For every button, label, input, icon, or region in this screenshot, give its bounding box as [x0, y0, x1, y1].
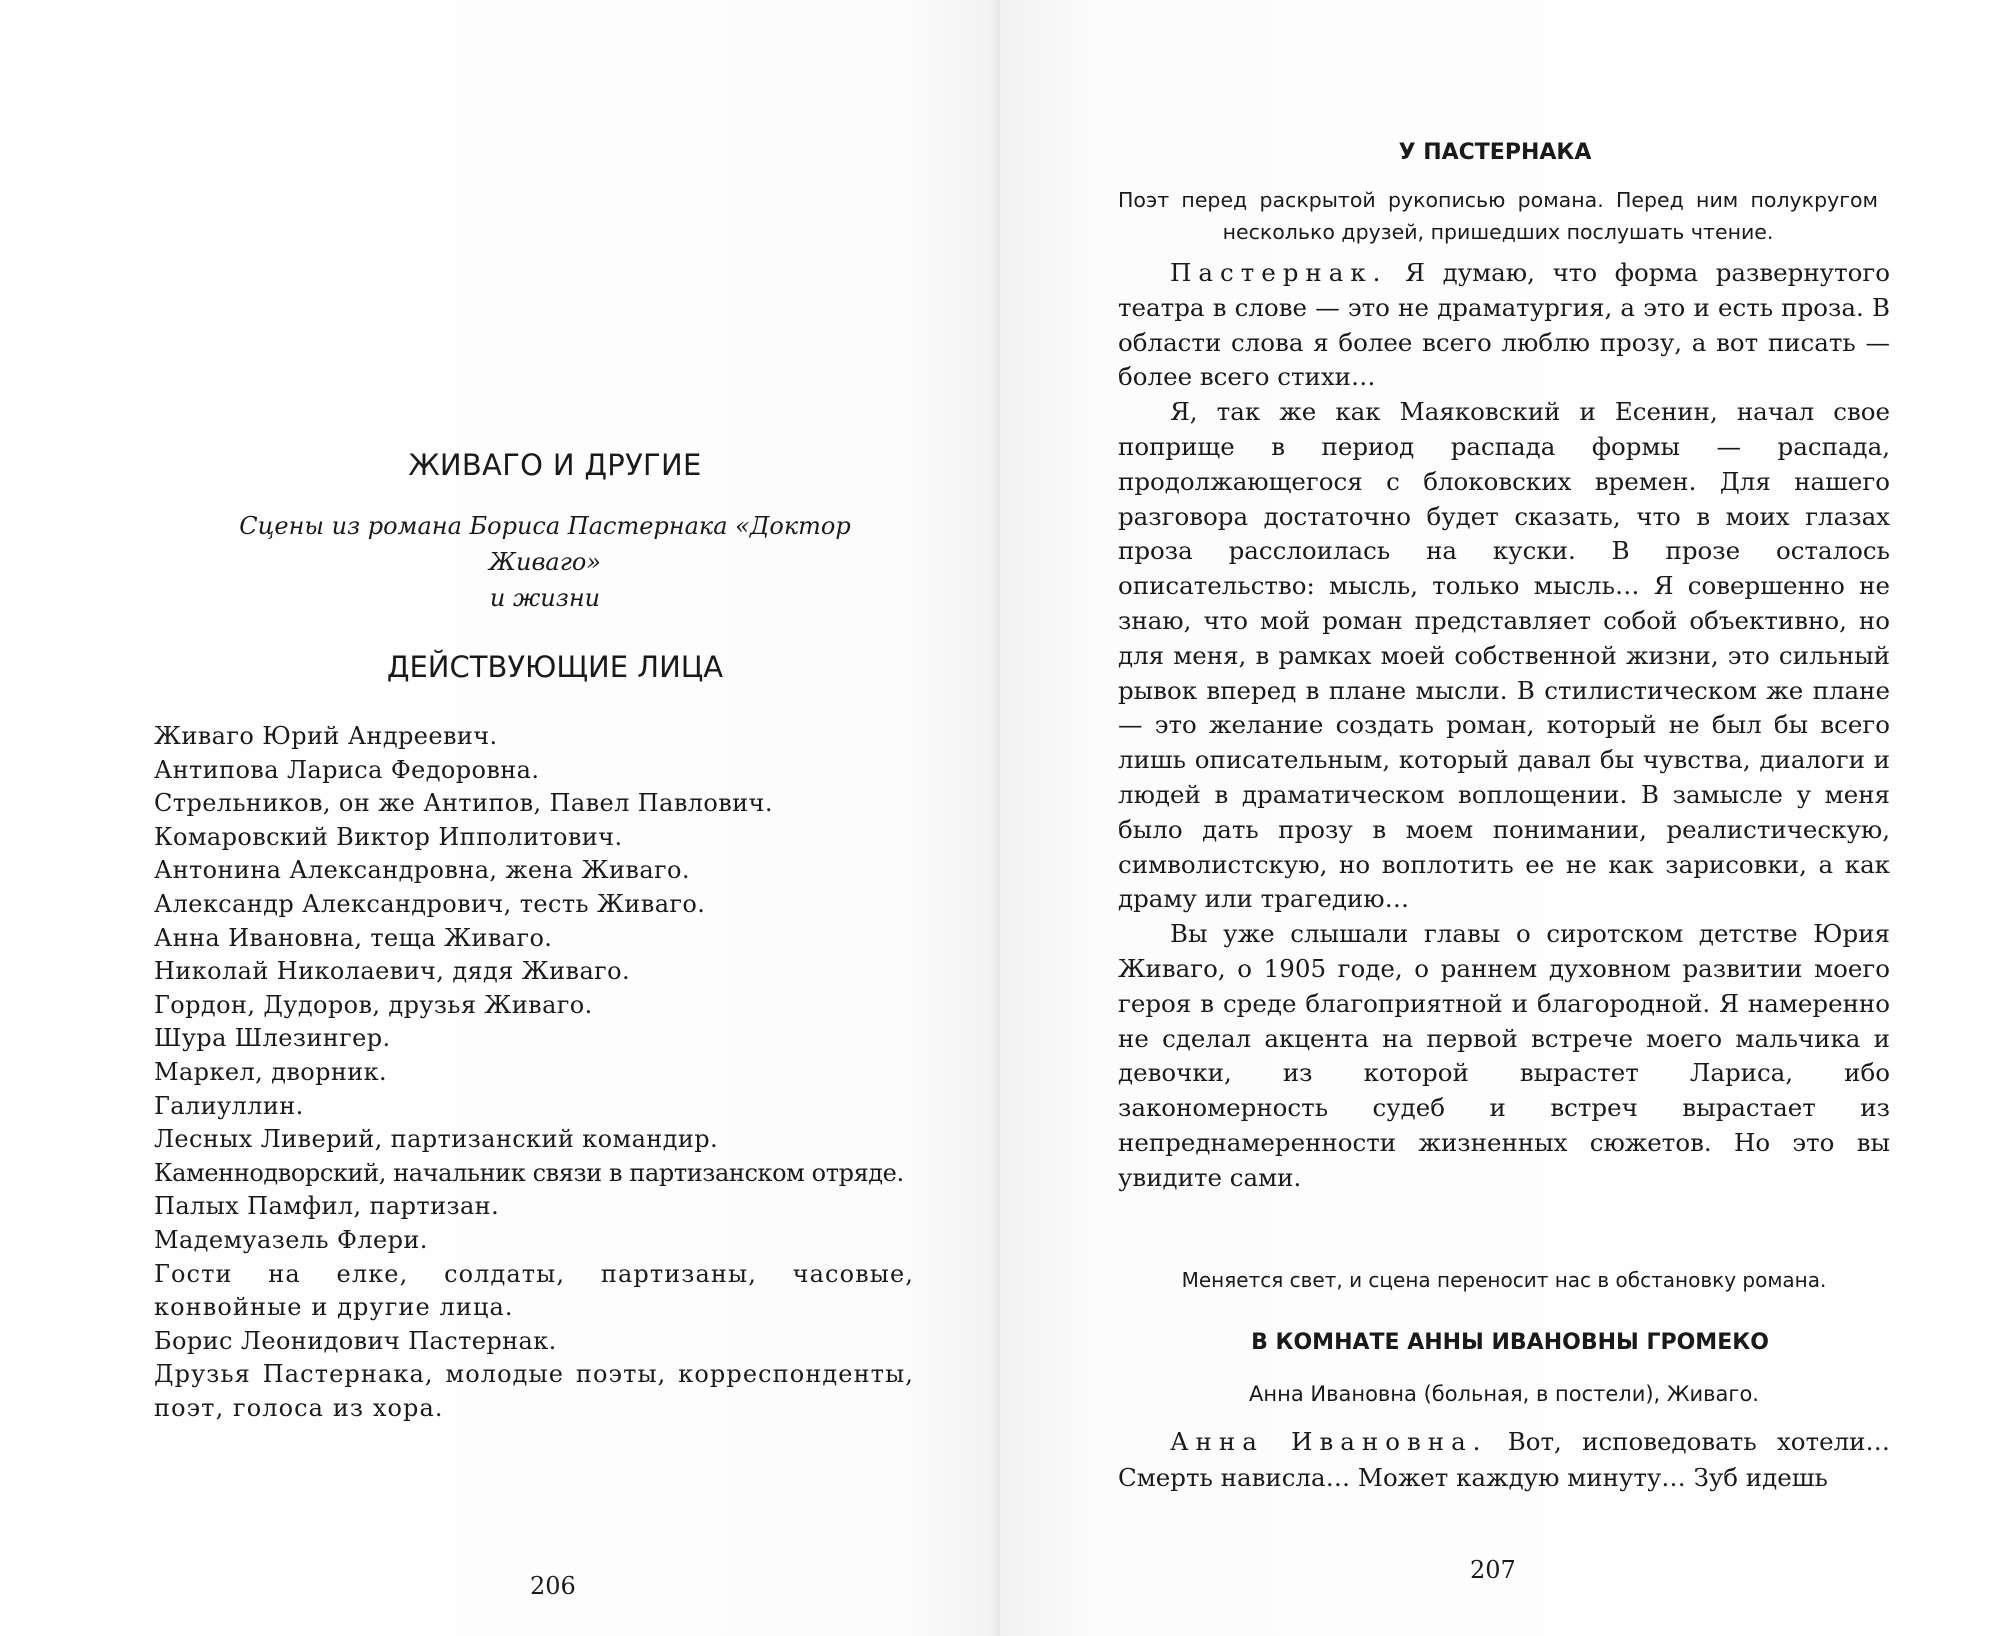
paragraph: Я, так же как Маяковский и Есенин, начал свое поприще в период распада формы — распада, продолжающегося с блоковских времен. Для нашего разговора достаточно будет сказать, что в моих глазах проза расслоилась на куски. В прозе осталось описательство: мысль, только мысль… Я совершенно не знаю, что мой роман представляет собой объективно, но для меня, в рамках моей собственной жизни, это сильный рывок вперед в плане мысли. В стилистическом же плане — это желание создать роман, который не был бы всего лишь описательным, который давал бы чувства, диалоги и людей в драматическом воплощении. В замысле у меня было дать прозу в моем понимании, реалистическую, символистскую, но воплотить ее не как зарисовки, а как драму или трагедию… [1118, 397, 1890, 914]
cast-item: Маркел, дворник. [154, 1057, 388, 1086]
paragraph [1118, 1424, 1890, 1496]
paragraph: Вы уже слышали главы о сиротском детстве Юрия Живаго, о 1905 годе, о раннем духовном развитии моего героя в среде благоприятной и благородной. Я намеренно не сделал акцента на первой встрече моего мальчика и девочки, из которой вырастет Лариса, ибо закономерность судеб и встреч вырастает из непреднамеренности жизненных сюжетов. Но это вы увидите сами. [1118, 919, 1890, 1192]
monologue [1118, 256, 1890, 1196]
stage-direction: Меняется свет, и сцена переносит нас в обстановку романа. [1181, 1268, 1827, 1292]
cast-item: Гости на елке, солдаты, партизаны, часовые, конвойные и другие лица. [154, 1259, 914, 1322]
cast-item: Борис Леонидович Пастернак. [154, 1326, 557, 1355]
cast-item: Каменнодворский, начальник связи в партизанском отряде. [154, 1158, 904, 1187]
paragraph [1118, 256, 1890, 395]
speaker-name: Анна Ивановна. [1170, 1427, 1488, 1456]
cast-item: Лесных Ливерий, партизанский командир. [154, 1125, 719, 1154]
paragraph-text: Я думаю, что форма развернутого театра в слове — это не драматургия, а это и есть проза. В области слова я более всего люблю прозу, а вот писать — более всего стихи… [1118, 258, 1890, 392]
cast-item: Николай Николаевич, дядя Живаго. [154, 957, 631, 986]
cast-item: Антонина Александровна, жена Живаго. [154, 856, 690, 885]
cast-item: Живаго Юрий Андреевич. [154, 722, 498, 750]
page-number-right: 207 [1470, 1556, 1516, 1584]
scene-title: В КОМНАТЕ АННЫ ИВАНОВНЫ ГРОМЕКО [1251, 1330, 1769, 1355]
cast-item: Палых Памфил, партизан. [154, 1192, 500, 1221]
cast-item: Антипова Лариса Федоровна. [154, 755, 540, 784]
page-number-left: 206 [530, 1572, 576, 1600]
speaker-name: Пастернак. [1170, 258, 1388, 287]
cast-item: Комаровский Виктор Ипполитович. [154, 822, 623, 851]
cast-item: Стрельников, он же Антипов, Павел Павлович. [154, 789, 773, 818]
paragraph-text: Вот, исповедовать хотели… Смерть нависла… Может каждую минуту… Зуб идешь [1118, 1427, 1890, 1492]
subtitle-line-1: Сцены из романа Бориса Пастернака «Доктор Живаго» [239, 512, 851, 576]
section-title: У ПАСТЕРНАКА [1398, 140, 1592, 165]
subtitle-line-2: и жизни [489, 584, 601, 612]
cast-item: Анна Ивановна, теща Живаго. [154, 923, 553, 952]
stage-direction: Поэт перед раскрытой рукописью романа. Перед ним полукругом несколько друзей, пришедших послушать чтение. [1118, 188, 1878, 244]
scene-dialogue [1118, 1424, 1890, 1496]
scene-cast: Анна Ивановна (больная, в постели), Живаго. [1249, 1382, 1759, 1406]
cast-item: Мадемуазель Флери. [154, 1225, 428, 1254]
cast-item: Гордон, Дудоров, друзья Живаго. [154, 990, 593, 1019]
cast-item: Друзья Пастернака, молодые поэты, корреспонденты, поэт, голоса из хора. [154, 1360, 914, 1422]
play-title: ЖИВАГО И ДРУГИЕ [408, 448, 702, 482]
cast-heading: ДЕЙСТВУЮЩИЕ ЛИЦА [386, 650, 724, 684]
cast-list [154, 720, 914, 1425]
cast-item: Галиуллин. [154, 1091, 304, 1120]
cast-item: Шура Шлезингер. [154, 1024, 391, 1053]
play-subtitle [180, 508, 910, 616]
cast-item: Александр Александрович, тесть Живаго. [154, 889, 706, 918]
